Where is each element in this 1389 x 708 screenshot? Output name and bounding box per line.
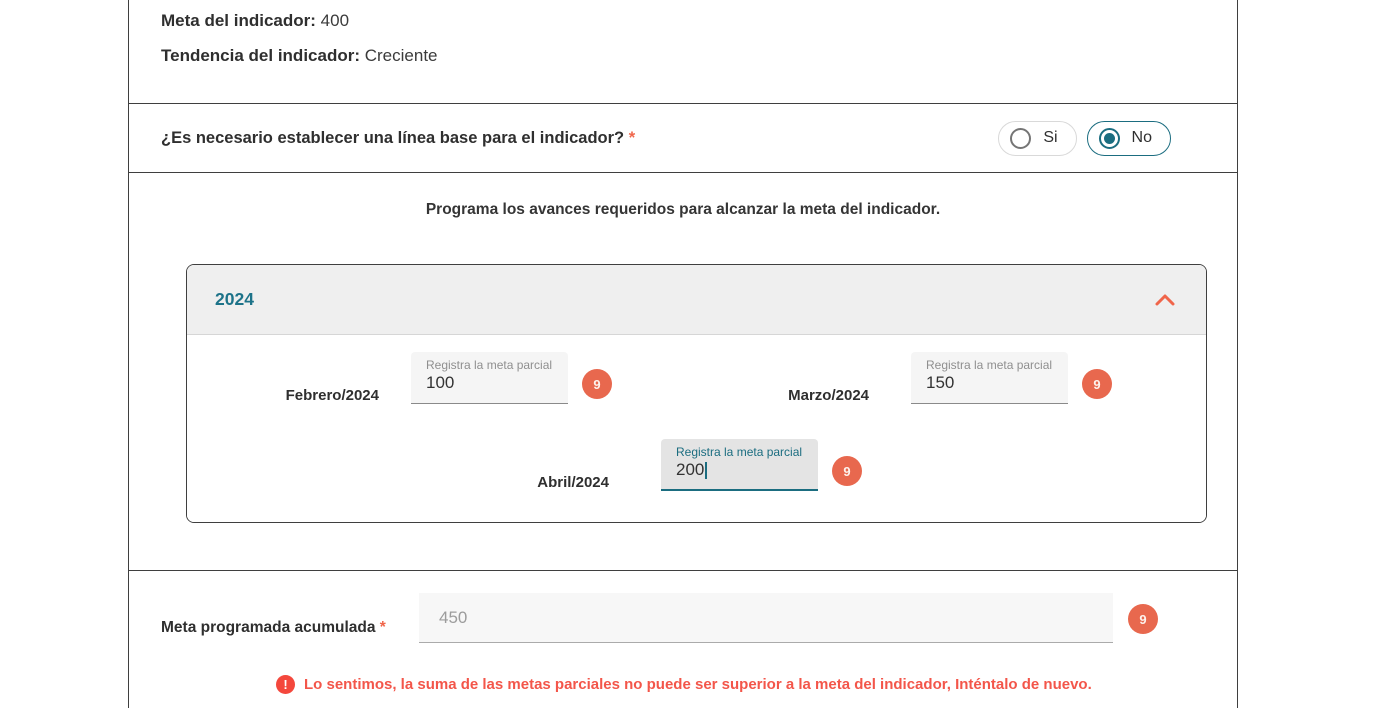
indicator-trend-label: Tendencia del indicador: — [161, 46, 360, 65]
error-message-row — [276, 675, 1092, 694]
indicator-trend-value: Creciente — [364, 46, 438, 65]
radio-option-si[interactable] — [998, 121, 1076, 156]
required-asterisk: * — [379, 619, 386, 636]
error-message-text: Lo sentimos, la suma de las metas parciales no puede ser superior a la meta del indicador, Inténtalo de nuevo. — [304, 676, 1092, 693]
radio-label-no: No — [1131, 129, 1152, 146]
text-cursor — [705, 462, 707, 479]
radio-option-no[interactable] — [1087, 121, 1171, 156]
alert-icon: ! — [276, 675, 295, 694]
input-floating-label: Registra la meta parcial — [926, 358, 1053, 372]
year-panel-2024 — [186, 264, 1207, 523]
year-panel-header[interactable] — [187, 265, 1206, 335]
baseline-question-label — [161, 129, 635, 148]
partial-goal-input-abril[interactable] — [661, 439, 818, 491]
validation-badge: 9 — [832, 456, 862, 486]
month-label-abril: Abril/2024 — [537, 474, 609, 491]
baseline-question-section — [129, 103, 1237, 172]
radio-circle-si[interactable] — [1010, 128, 1031, 149]
input-value: 100 — [426, 373, 455, 392]
partial-goal-input-febrero[interactable] — [411, 352, 568, 404]
accumulated-goal-section — [129, 570, 1237, 708]
radio-label-si: Si — [1043, 129, 1058, 146]
chevron-up-icon[interactable] — [1154, 293, 1176, 307]
baseline-question-text: ¿Es necesario establecer una línea base para el indicador? — [161, 128, 625, 147]
year-panel-body — [187, 335, 1206, 522]
input-floating-label: Registra la meta parcial — [676, 445, 803, 459]
indicator-info-section — [129, 0, 1237, 103]
required-asterisk: * — [628, 128, 636, 147]
input-value: 200 — [661, 459, 818, 480]
year-panel-title: 2024 — [215, 289, 254, 309]
accumulated-goal-label: Meta programada acumulada * — [161, 619, 386, 636]
validation-badge: 9 — [582, 369, 612, 399]
validation-badge: 9 — [1082, 369, 1112, 399]
input-value: 150 — [926, 373, 955, 392]
month-label-marzo: Marzo/2024 — [788, 387, 869, 404]
form-container — [128, 0, 1238, 708]
indicator-goal — [161, 3, 1237, 38]
indicator-trend — [161, 38, 1237, 73]
accumulated-goal-input[interactable]: 450 — [419, 593, 1113, 643]
validation-badge: 9 — [1128, 604, 1158, 634]
radio-circle-no[interactable] — [1099, 128, 1120, 149]
month-label-febrero: Febrero/2024 — [285, 387, 379, 404]
program-section — [129, 172, 1237, 570]
indicator-goal-value: 400 — [320, 11, 350, 30]
baseline-radio-group — [998, 121, 1171, 156]
input-floating-label: Registra la meta parcial — [426, 358, 553, 372]
indicator-goal-label: Meta del indicador: — [161, 11, 316, 30]
program-instruction: Programa los avances requeridos para alcanzar la meta del indicador. — [425, 201, 941, 218]
partial-goal-input-marzo[interactable] — [911, 352, 1068, 404]
